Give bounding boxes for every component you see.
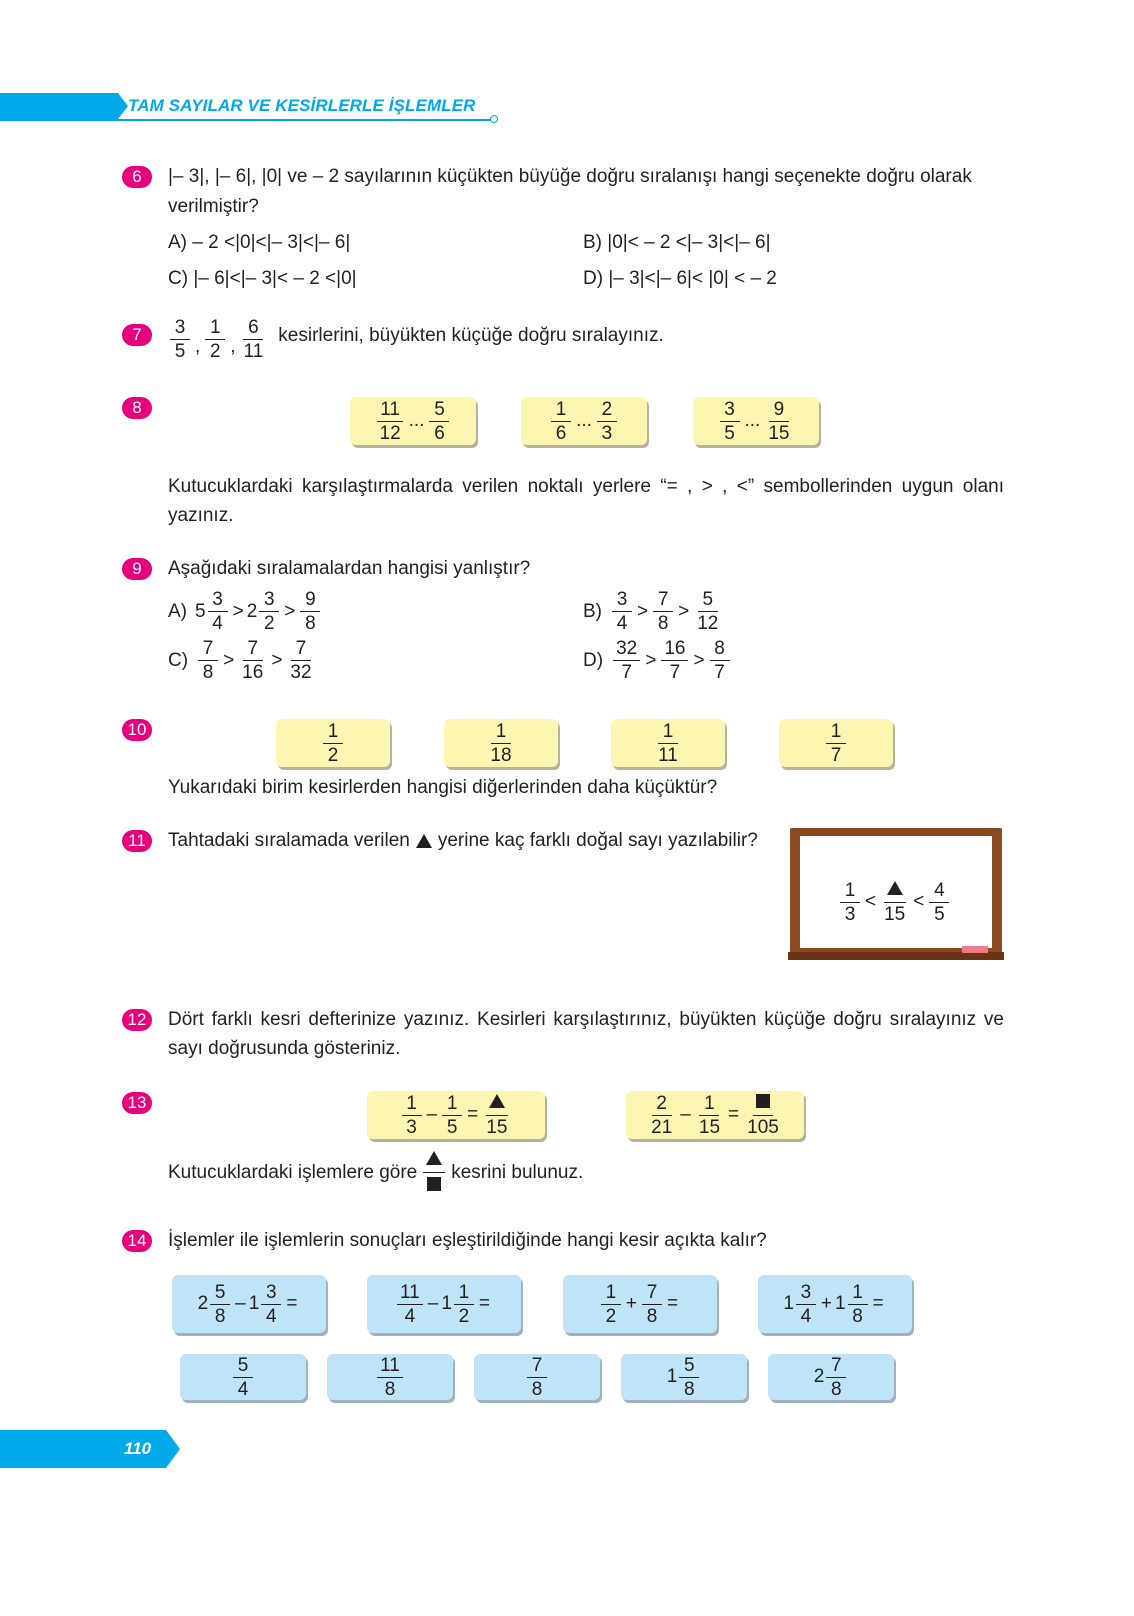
q6-option-b: B) |0|< – 2 <|– 3|<|– 6| xyxy=(583,232,771,253)
fraction: $\frac{2}{3}$ xyxy=(597,400,617,443)
fraction: $\frac{1}{5}$ xyxy=(442,1094,462,1137)
question-number-11: 11 xyxy=(122,830,152,852)
question-number-12: 12 xyxy=(122,1009,152,1031)
fraction: $\frac{5}{12}$ xyxy=(697,589,719,634)
result-box: 1 $\frac{5}{8}$ xyxy=(621,1354,747,1400)
chalkboard-ledge xyxy=(788,952,1004,960)
question-number-8: 8 xyxy=(122,397,152,419)
fraction: $\frac{7}{8}$ xyxy=(198,639,218,682)
q8-text-line2: yazınız. xyxy=(168,505,234,526)
q9-option-b: B) $\frac{3}{4}$ > $\frac{7}{8}$ > $\frac{5}{12}$ xyxy=(583,590,723,633)
triangle-icon xyxy=(426,1151,442,1165)
q13-text: Kutucuklardaki işlemlere göre kesrini bulunuz. xyxy=(168,1150,583,1195)
square-icon xyxy=(756,1094,770,1108)
unit-fraction-box xyxy=(611,719,725,767)
q12-text-line2: sayı doğrusunda gösteriniz. xyxy=(168,1038,401,1059)
q14-text: İşlemler ile işlemlerin sonuçları eşleştirildiğinde hangi kesir açıkta kalır? xyxy=(168,1230,767,1251)
fraction: $\frac{8}{7}$ xyxy=(710,639,730,682)
fraction: $\frac{11}{4}$ xyxy=(397,1283,423,1326)
question-number-9: 9 xyxy=(122,558,152,580)
header-accent-bar xyxy=(0,93,118,119)
fraction: $\frac{1}{3}$ xyxy=(402,1094,422,1137)
fraction: $\frac{1}{18}$ xyxy=(490,720,512,766)
fraction: $\frac{3}{2}$ xyxy=(259,590,279,633)
fraction: 15 xyxy=(483,1093,510,1137)
operation-box: 2 $\frac{5}{8}$ – 1 $\frac{3}{4}$ = xyxy=(172,1275,326,1333)
q6-text-line2: verilmiştir? xyxy=(168,196,259,217)
fraction: $\frac{5}{4}$ xyxy=(233,1356,253,1399)
blank-dots: ... xyxy=(408,410,425,431)
result-box xyxy=(474,1354,600,1400)
fraction: 105 xyxy=(744,1093,782,1137)
fraction: $\frac{7}{8}$ xyxy=(653,590,673,633)
comparison-box xyxy=(521,397,647,445)
fraction: $\frac{11}{8}$ xyxy=(377,1356,403,1399)
fraction: $\frac{3}{4}$ xyxy=(796,1283,816,1326)
fraction: $\frac{32}{7}$ xyxy=(613,639,640,682)
fraction: $\frac{1}{2}$ xyxy=(205,318,225,361)
fraction: $\frac{7}{8}$ xyxy=(642,1283,662,1326)
q9-option-c: C) $\frac{7}{8}$ > $\frac{7}{16}$ > $\frac{7}{32}$ xyxy=(168,639,317,682)
q7-fraction-list xyxy=(168,318,664,361)
comma: , xyxy=(230,335,236,357)
q12-text-line1: Dört farklı kesri defterinize yazınız. Kesirleri karşılaştırınız, büyükten küçüğe doğru sıralayınız ve xyxy=(168,1009,1004,1030)
fraction: $\frac{1}{2}$ xyxy=(454,1283,474,1326)
header-underline xyxy=(0,119,492,121)
fraction: $\frac{1}{2}$ xyxy=(323,722,343,765)
q9-option-d: D) $\frac{32}{7}$ > $\frac{16}{7}$ > $\frac{8}{7}$ xyxy=(583,639,732,682)
question-number-7: 7 xyxy=(122,324,152,346)
fraction: $\frac{4}{5}$ xyxy=(929,881,949,924)
fraction: 15 xyxy=(881,880,908,924)
blank-dots: ... xyxy=(576,410,592,431)
page-number: 110 xyxy=(124,1439,152,1458)
q7-text: kesirlerini, büyükten küçüğe doğru sıralayınız. xyxy=(278,324,664,346)
footer-accent-arrow xyxy=(166,1430,180,1468)
question-number-10: 10 xyxy=(122,719,152,741)
fraction: $\frac{1}{3}$ xyxy=(840,881,860,924)
page-section-title: TAM SAYILAR VE KESİRLERLE İŞLEMLER xyxy=(128,96,476,115)
q6-option-a: A) – 2 <|0|<|– 3|<|– 6| xyxy=(168,232,351,253)
triangle-icon xyxy=(416,834,432,848)
q8-text-line1: Kutucuklardaki karşılaştırmalarda verilen noktalı yerlere “= , > , <” sembollerinden uygun olanı xyxy=(168,476,1004,497)
result-box xyxy=(327,1354,453,1400)
fraction: $\frac{1}{15}$ xyxy=(698,1092,721,1138)
question-number-14: 14 xyxy=(122,1230,152,1252)
fraction: $\frac{3}{5}$ xyxy=(720,400,740,443)
fraction: $\frac{3}{4}$ xyxy=(612,590,632,633)
fraction: $\frac{6}{11}$ xyxy=(243,317,264,362)
fraction: $\frac{9}{15}$ xyxy=(768,398,790,444)
comparison-box xyxy=(350,397,476,445)
fraction: $\frac{3}{5}$ xyxy=(170,318,190,361)
fraction: $\frac{16}{7}$ xyxy=(661,639,688,682)
fraction: $\frac{9}{8}$ xyxy=(300,590,320,633)
fraction: $\frac{7}{8}$ xyxy=(527,1356,547,1399)
operation-box-square: $\frac{2}{21}$ – $\frac{1}{15}$ = 105 xyxy=(626,1091,804,1139)
board-inequality: $\frac{1}{3}$ < 15 < $\frac{4}{5}$ xyxy=(838,880,951,924)
fraction: $\frac{1}{6}$ xyxy=(551,400,571,443)
q6-option-c: C) |– 6|<|– 3|< – 2 <|0| xyxy=(168,268,357,289)
fraction: $\frac{5}{8}$ xyxy=(210,1283,230,1326)
q10-text: Yukarıdaki birim kesirlerden hangisi diğerlerinden daha küçüktür? xyxy=(168,777,718,798)
fraction: $\frac{3}{4}$ xyxy=(208,590,228,633)
operation-box: $\frac{1}{2}$ + $\frac{7}{8}$ = xyxy=(563,1275,717,1333)
fraction: $\frac{11}{12}$ xyxy=(377,400,404,443)
blank-dots: ... xyxy=(744,410,761,431)
result-box xyxy=(180,1354,306,1400)
fraction: $\frac{3}{4}$ xyxy=(261,1283,281,1326)
header-accent-arrow xyxy=(118,93,128,119)
triangle-icon xyxy=(489,1094,505,1108)
fraction: $\frac{1}{8}$ xyxy=(848,1283,868,1326)
comparison-box xyxy=(693,397,819,445)
q9-text: Aşağıdaki sıralamalardan hangisi yanlıştır? xyxy=(168,558,531,579)
unit-fraction-box xyxy=(779,719,893,767)
q6-option-d: D) |– 3|<|– 6|< |0| < – 2 xyxy=(583,268,777,289)
q11-text: Tahtadaki sıralamada verilen yerine kaç farklı doğal sayı yazılabilir? xyxy=(168,830,758,851)
header-underline-dot xyxy=(490,115,498,123)
operation-box: $\frac{11}{4}$ – 1 $\frac{1}{2}$ = xyxy=(367,1275,521,1333)
q6-text-line1: |– 3|, |– 6|, |0| ve – 2 sayılarının küçükten büyüğe doğru sıralanışı hangi seçenekte doğru olarak xyxy=(168,166,972,187)
triangle-over-square-fraction xyxy=(423,1150,445,1195)
triangle-icon xyxy=(887,881,903,895)
fraction: $\frac{2}{21}$ xyxy=(651,1092,673,1138)
question-number-6: 6 xyxy=(122,166,152,188)
fraction: $\frac{1}{7}$ xyxy=(826,722,846,765)
fraction: $\frac{7}{32}$ xyxy=(290,638,312,683)
unit-fraction-box xyxy=(276,719,390,767)
question-number-13: 13 xyxy=(122,1092,152,1114)
q9-option-a: A) 5 $\frac{3}{4}$ > 2 $\frac{3}{2}$ > $\frac{9}{8}$ xyxy=(168,590,322,633)
fraction: $\frac{1}{2}$ xyxy=(601,1283,621,1326)
fraction: $\frac{1}{11}$ xyxy=(658,720,678,766)
fraction: $\frac{7}{16}$ xyxy=(242,638,264,683)
unit-fraction-box xyxy=(444,719,558,767)
square-icon xyxy=(427,1177,441,1191)
fraction: $\frac{5}{6}$ xyxy=(429,400,449,443)
operation-box: 1 $\frac{3}{4}$ + 1 $\frac{1}{8}$ = xyxy=(758,1275,912,1333)
comma: , xyxy=(195,335,201,357)
result-box: 2 $\frac{7}{8}$ xyxy=(768,1354,894,1400)
fraction: $\frac{7}{8}$ xyxy=(826,1356,846,1399)
fraction: $\frac{5}{8}$ xyxy=(679,1356,699,1399)
operation-box-triangle: $\frac{1}{3}$ – $\frac{1}{5}$ = 15 xyxy=(367,1091,545,1139)
chalk-icon xyxy=(962,946,988,953)
